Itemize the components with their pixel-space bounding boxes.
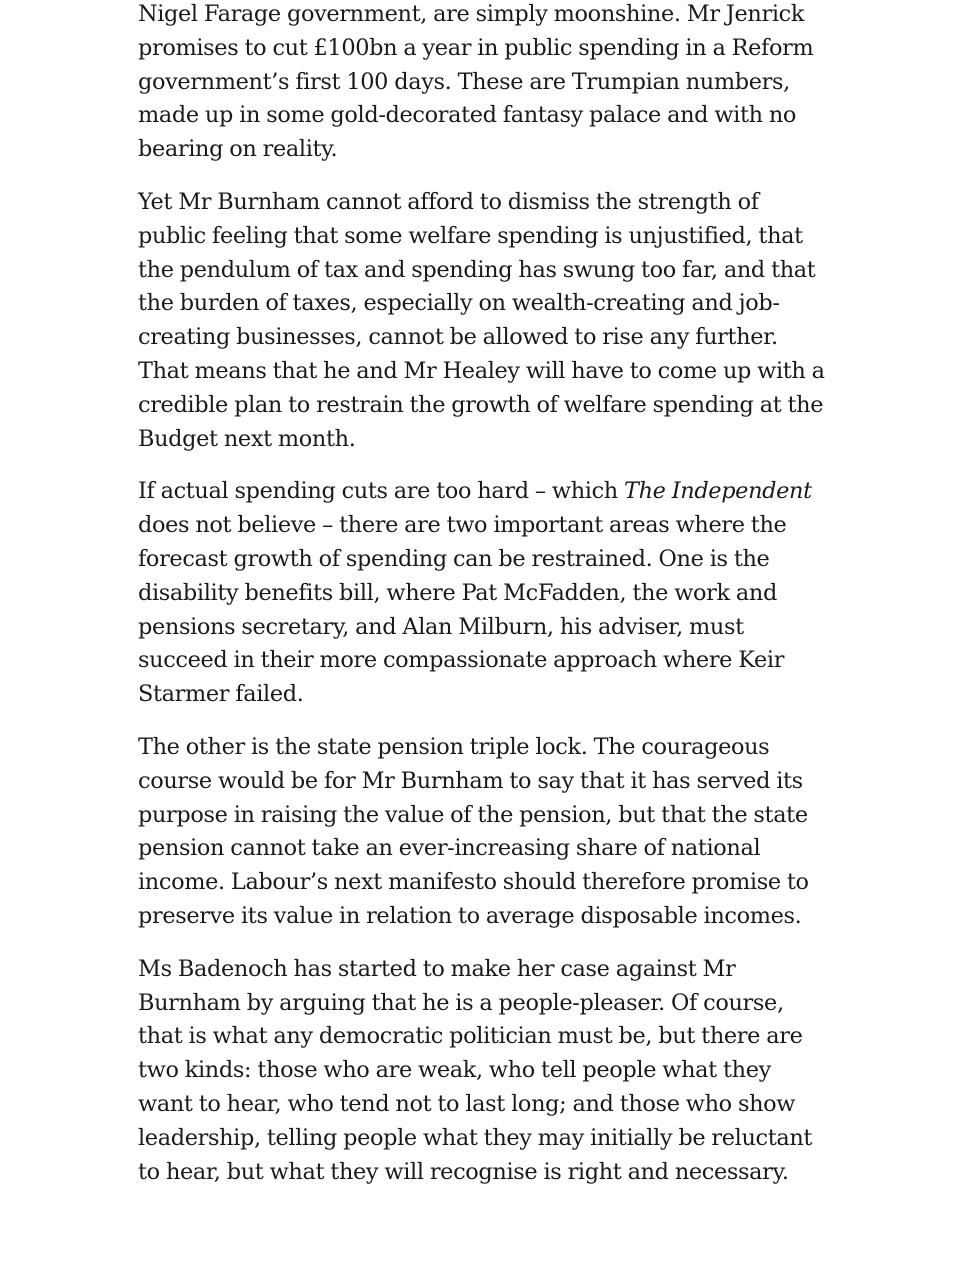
article-body: [138, 0, 828, 1208]
paragraph-text: The other is the state pension triple lock. The courageous course would be for Mr Burnham to say that it has served its purpose in raising the value of the pension, but that the state pension cannot take an ever-increasing share of national income. Labour’s next manifesto should therefore promise to preserve its value in relation to average disposable incomes.: [138, 733, 809, 929]
article-paragraph-4: [138, 731, 828, 934]
paragraph-text: Yet Mr Burnham cannot afford to dismiss the strength of public feeling that some welfare spending is unjustified, that the pendulum of tax and spending has swung too far, and that the burden of taxes, especially on wealth-creating and job-creating businesses, cannot be allowed to rise any further. That means that he and Mr Healey will have to come up with a credible plan to restrain the growth of welfare spending at the Budget next month.: [138, 188, 825, 452]
paragraph-text: Ms Badenoch has started to make her case against Mr Burnham by arguing that he is a people-pleaser. Of course, that is what any democratic politician must be, but there are two kinds: those who are weak, who tell people what they want to hear, who tend not to last long; and those who show leadership, telling people what they may initially be reluctant to hear, but what they will recognise is right and necessary.: [138, 955, 813, 1185]
article-paragraph-1: [138, 0, 828, 167]
article-paragraph-2: [138, 186, 828, 456]
paragraph-text: Nigel Farage government, are simply moonshine. Mr Jenrick promises to cut £100bn a year in public spending in a Reform government’s first 100 days. These are Trumpian numbers, made up in some gold-decorated fantasy palace and with no bearing on reality.: [138, 1, 814, 163]
article-paragraph-3: [138, 475, 828, 712]
paragraph-text: If actual spending cuts are too hard – which: [138, 478, 625, 505]
paragraph-text: does not believe – there are two important areas where the forecast growth of spending can be restrained. One is the disability benefits bill, where Pat McFadden, the work and pensions secretary, and Alan Milburn, his adviser, must succeed in their more compassionate approach where Keir Starmer failed.: [138, 512, 787, 708]
publication-name: The Independent: [624, 478, 812, 505]
article-paragraph-5: [138, 953, 828, 1190]
